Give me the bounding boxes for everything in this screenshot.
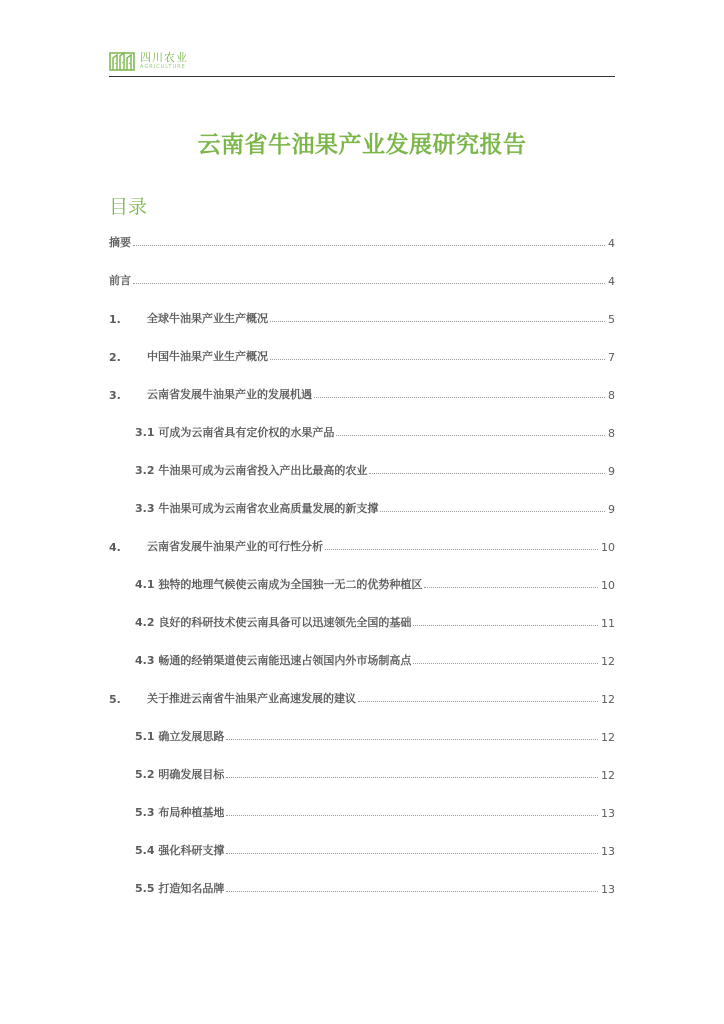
toc-dot-leader	[380, 510, 605, 512]
toc-entry[interactable]	[135, 762, 615, 782]
document-title: 云南省牛油果产业发展研究报告	[197, 132, 527, 158]
toc-dot-leader	[413, 624, 598, 626]
toc-entry-number: 3.	[109, 389, 121, 402]
toc-dot-leader	[133, 244, 605, 246]
toc-entry-page: 11	[601, 617, 615, 630]
toc-dot-leader	[369, 472, 605, 474]
toc-entry-label: 关于推进云南省牛油果产业高速发展的建议	[147, 692, 356, 705]
toc-entry-page: 7	[608, 351, 615, 364]
toc-dot-leader	[226, 852, 598, 854]
toc-entry-label: 3.3 牛油果可成为云南省农业高质量发展的新支撑	[135, 502, 379, 515]
toc-entry-page: 10	[601, 579, 615, 592]
toc-dot-leader	[336, 434, 605, 436]
toc-dot-leader	[226, 776, 598, 778]
toc-dot-leader	[226, 738, 598, 740]
toc-entry-number: 1.	[109, 313, 121, 326]
toc-entry[interactable]	[135, 420, 615, 440]
toc-entry[interactable]	[135, 876, 615, 896]
toc-entry-number: 2.	[109, 351, 121, 364]
toc-entry-label: 3.1 可成为云南省具有定价权的水果产品	[135, 426, 335, 439]
toc-entry[interactable]	[135, 838, 615, 858]
toc-entry[interactable]	[135, 572, 615, 592]
logo	[109, 50, 188, 72]
logo-text-en: AGRICULTURE	[140, 64, 186, 70]
toc-entry-page: 13	[601, 807, 615, 820]
toc-entry-label: 3.2 牛油果可成为云南省投入产出比最高的农业	[135, 464, 368, 477]
logo-text-cn: 四川农业	[140, 51, 188, 64]
toc-dot-leader	[358, 700, 598, 702]
toc-dot-leader	[413, 662, 598, 664]
toc-heading: 目录	[109, 196, 148, 218]
toc-entry[interactable]	[135, 724, 615, 744]
toc-entry-number: 4.	[109, 541, 121, 554]
toc-entry-page: 13	[601, 883, 615, 896]
toc-entry[interactable]	[109, 306, 615, 326]
toc-entry[interactable]	[109, 534, 615, 554]
toc-entry[interactable]	[135, 610, 615, 630]
page-header	[109, 46, 615, 77]
toc-entry-label: 4.2 良好的科研技术使云南具备可以迅速领先全国的基础	[135, 616, 412, 629]
toc-entry-page: 13	[601, 845, 615, 858]
toc-dot-leader	[325, 548, 598, 550]
toc-dot-leader	[314, 396, 605, 398]
toc-entry-page: 4	[608, 275, 615, 288]
toc-entry-label: 5.3 布局种植基地	[135, 806, 225, 819]
toc-entry-page: 4	[608, 237, 615, 250]
toc-entry-page: 8	[608, 427, 615, 440]
toc-entry-label: 云南省发展牛油果产业的发展机遇	[147, 388, 312, 401]
toc-entry-label: 5.1 确立发展思路	[135, 730, 225, 743]
toc-entry-label: 前言	[109, 274, 131, 287]
logo-icon	[109, 50, 135, 72]
toc-entry-label: 4.1 独特的地理气候使云南成为全国独一无二的优势种植区	[135, 578, 423, 591]
toc-entry[interactable]	[109, 230, 615, 250]
toc-entry[interactable]	[135, 458, 615, 478]
toc-dot-leader	[424, 586, 598, 588]
toc-dot-leader	[270, 320, 605, 322]
toc-entry-page: 8	[608, 389, 615, 402]
toc-entry-label: 4.3 畅通的经销渠道使云南能迅速占领国内外市场制高点	[135, 654, 412, 667]
toc-entry-page: 5	[608, 313, 615, 326]
toc-entry[interactable]	[135, 648, 615, 668]
toc-entry[interactable]	[109, 268, 615, 288]
toc-entry-page: 12	[601, 655, 615, 668]
toc-entry-page: 9	[608, 503, 615, 516]
toc-entry-page: 12	[601, 693, 615, 706]
toc-dot-leader	[133, 282, 605, 284]
toc-entry-page: 9	[608, 465, 615, 478]
toc-entry-label: 5.4 强化科研支撑	[135, 844, 225, 857]
toc-entry[interactable]	[109, 344, 615, 364]
toc-entry-page: 12	[601, 731, 615, 744]
toc-entry-label: 全球牛油果产业生产概况	[147, 312, 268, 325]
toc-entry[interactable]	[109, 686, 615, 706]
toc-entry-label: 摘要	[109, 236, 131, 249]
toc-entry[interactable]	[109, 382, 615, 402]
toc-dot-leader	[226, 890, 598, 892]
toc-dot-leader	[226, 814, 598, 816]
toc-entry-page: 10	[601, 541, 615, 554]
toc-entry[interactable]	[135, 496, 615, 516]
toc-entry-page: 12	[601, 769, 615, 782]
toc-entry-label: 5.2 明确发展目标	[135, 768, 225, 781]
toc-entry-label: 中国牛油果产业生产概况	[147, 350, 268, 363]
toc-entry-label: 5.5 打造知名品牌	[135, 882, 225, 895]
toc-dot-leader	[270, 358, 605, 360]
toc-entry-label: 云南省发展牛油果产业的可行性分析	[147, 540, 323, 553]
toc-entry[interactable]	[135, 800, 615, 820]
toc-entry-number: 5.	[109, 693, 121, 706]
